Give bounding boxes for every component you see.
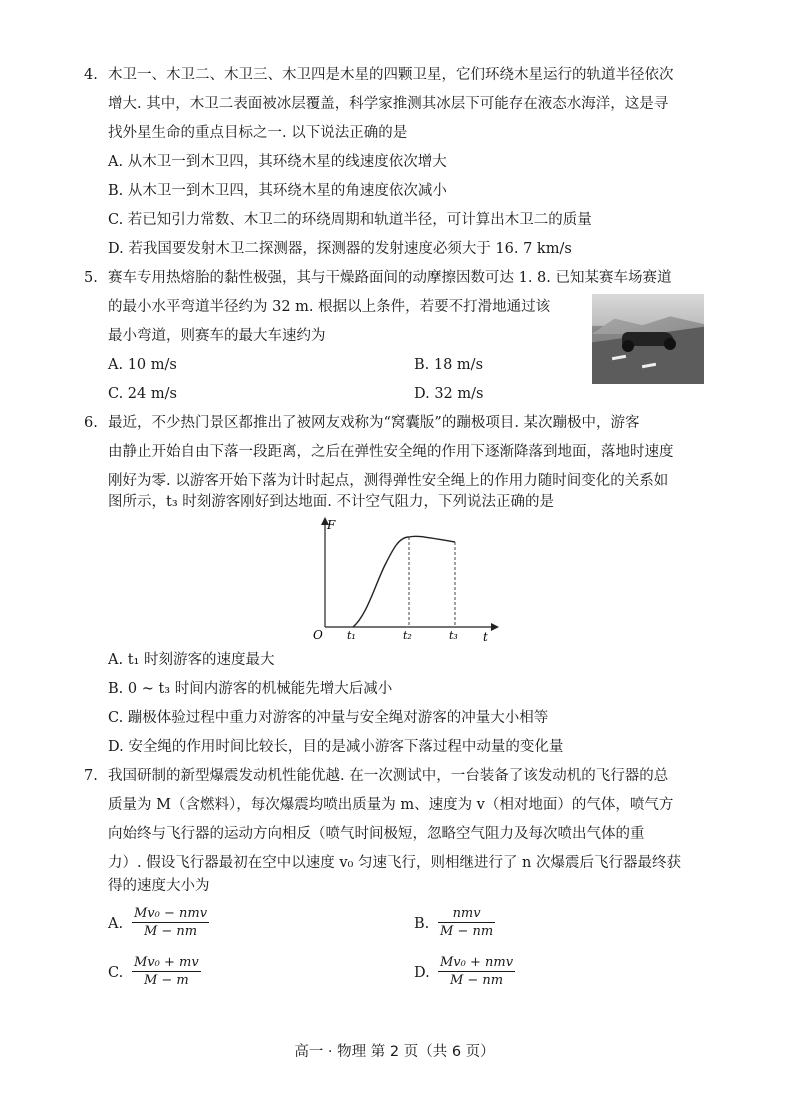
option-b: B. 0 ~ t₃ 时间内游客的机械能先增大后减小 [108, 681, 393, 697]
denominator: M − nm [143, 924, 198, 939]
question-text: 最近，不少热门景区都推出了被网友戏称为“窝囊版”的蹦极项目. 某次蹦极中，游客 [108, 415, 640, 431]
numerator: Mv₀ + mv [134, 955, 199, 970]
option-d-fraction [438, 954, 515, 989]
tick-t1: t₁ [347, 629, 356, 642]
question-text: 赛车专用热熔胎的黏性极强，其与干燥路面间的动摩擦因数可达 1. 8. 已知某赛车场赛道 [108, 270, 672, 286]
option-a: A. t₁ 时刻游客的速度最大 [108, 652, 275, 668]
y-axis-label: F [327, 518, 336, 532]
numerator: Mv₀ − nmv [134, 906, 208, 921]
question-text: 刚好为零. 以游客开始下落为计时起点，测得弹性安全绳上的作用力随时间变化的关系如 [108, 473, 669, 489]
question-number: 7. [84, 768, 98, 784]
numerator: Mv₀ + nmv [440, 955, 514, 970]
question-text: 得的速度大小为 [108, 878, 210, 894]
option-b-label: B. [414, 916, 430, 932]
question-text: 由静止开始自由下落一段距离，之后在弹性安全绳的作用下逐渐降落到地面，落地时速度 [108, 444, 674, 460]
numerator: nmv [438, 905, 495, 923]
question-text: 最小弯道，则赛车的最大车速约为 [108, 328, 326, 344]
option-c-label: C. [108, 965, 124, 981]
option-c: C. 蹦极体验过程中重力对游客的冲量与安全绳对游客的冲量大小相等 [108, 710, 549, 726]
question-text: 增大. 其中，木卫二表面被冰层覆盖，科学家推测其冰层下可能存在液态水海洋，这是寻 [108, 96, 669, 112]
option-c: C. 若已知引力常数、木卫二的环绕周期和轨道半径，可计算出木卫二的质量 [108, 212, 592, 228]
question-number: 5. [84, 270, 98, 286]
tick-t2: t₂ [403, 629, 412, 642]
x-axis-arrow [491, 623, 499, 631]
question-text: 质量为 M（含燃料），每次爆震均喷出质量为 m、速度为 v（相对地面）的气体，喷气方 [108, 797, 674, 813]
option-b: B. 从木卫一到木卫四，其环绕木星的角速度依次减小 [108, 183, 447, 199]
option-a-fraction [132, 905, 209, 940]
question-text: 向始终与飞行器的运动方向相反（喷气时间极短，忽略空气阻力及每次喷出气体的重 [108, 826, 645, 842]
option-c: C. 24 m/s [108, 386, 177, 402]
denominator: M − nm [440, 924, 494, 939]
question-text: 的最小水平弯道半径约为 32 m. 根据以上条件，若要不打滑地通过该 [108, 299, 551, 315]
denominator: M − nm [449, 973, 504, 988]
question-text: 找外星生命的重点目标之一. 以下说法正确的是 [108, 125, 408, 141]
option-a: A. 10 m/s [108, 357, 177, 373]
option-b: B. 18 m/s [414, 357, 484, 373]
denominator: M − m [143, 973, 189, 988]
race-car-image [592, 294, 704, 384]
question-text: 图所示，t₃ 时刻游客刚好到达地面. 不计空气阻力，下列说法正确的是 [108, 494, 554, 510]
option-a: A. 从木卫一到木卫四，其环绕木星的线速度依次增大 [108, 154, 447, 170]
force-curve [353, 536, 455, 627]
question-text: 木卫一、木卫二、木卫三、木卫四是木星的四颗卫星，它们环绕木星运行的轨道半径依次 [108, 67, 674, 83]
x-axis-label: t [483, 630, 488, 644]
question-text: 我国研制的新型爆震发动机性能优越. 在一次测试中，一台装备了该发动机的飞行器的总 [108, 768, 669, 784]
origin-label: O [313, 628, 323, 642]
question-text: 力）. 假设飞行器最初在空中以速度 v₀ 匀速飞行，则相继进行了 n 次爆震后飞行器最终获 [108, 855, 681, 871]
option-c-fraction [132, 954, 201, 989]
question-number: 4. [84, 67, 98, 83]
force-time-graph [305, 515, 505, 645]
option-d-label: D. [414, 965, 430, 981]
option-d: D. 32 m/s [414, 386, 484, 402]
tick-t3: t₃ [449, 629, 458, 642]
option-d: D. 安全绳的作用时间比较长，目的是减小游客下落过程中动量的变化量 [108, 739, 564, 755]
option-b-fraction [438, 905, 495, 940]
option-a-label: A. [108, 916, 124, 932]
option-d: D. 若我国要发射木卫二探测器，探测器的发射速度必须大于 16. 7 km/s [108, 241, 572, 257]
question-number: 6. [84, 415, 98, 431]
page-footer: 高一 · 物理 第 2 页（共 6 页） [294, 1044, 495, 1060]
